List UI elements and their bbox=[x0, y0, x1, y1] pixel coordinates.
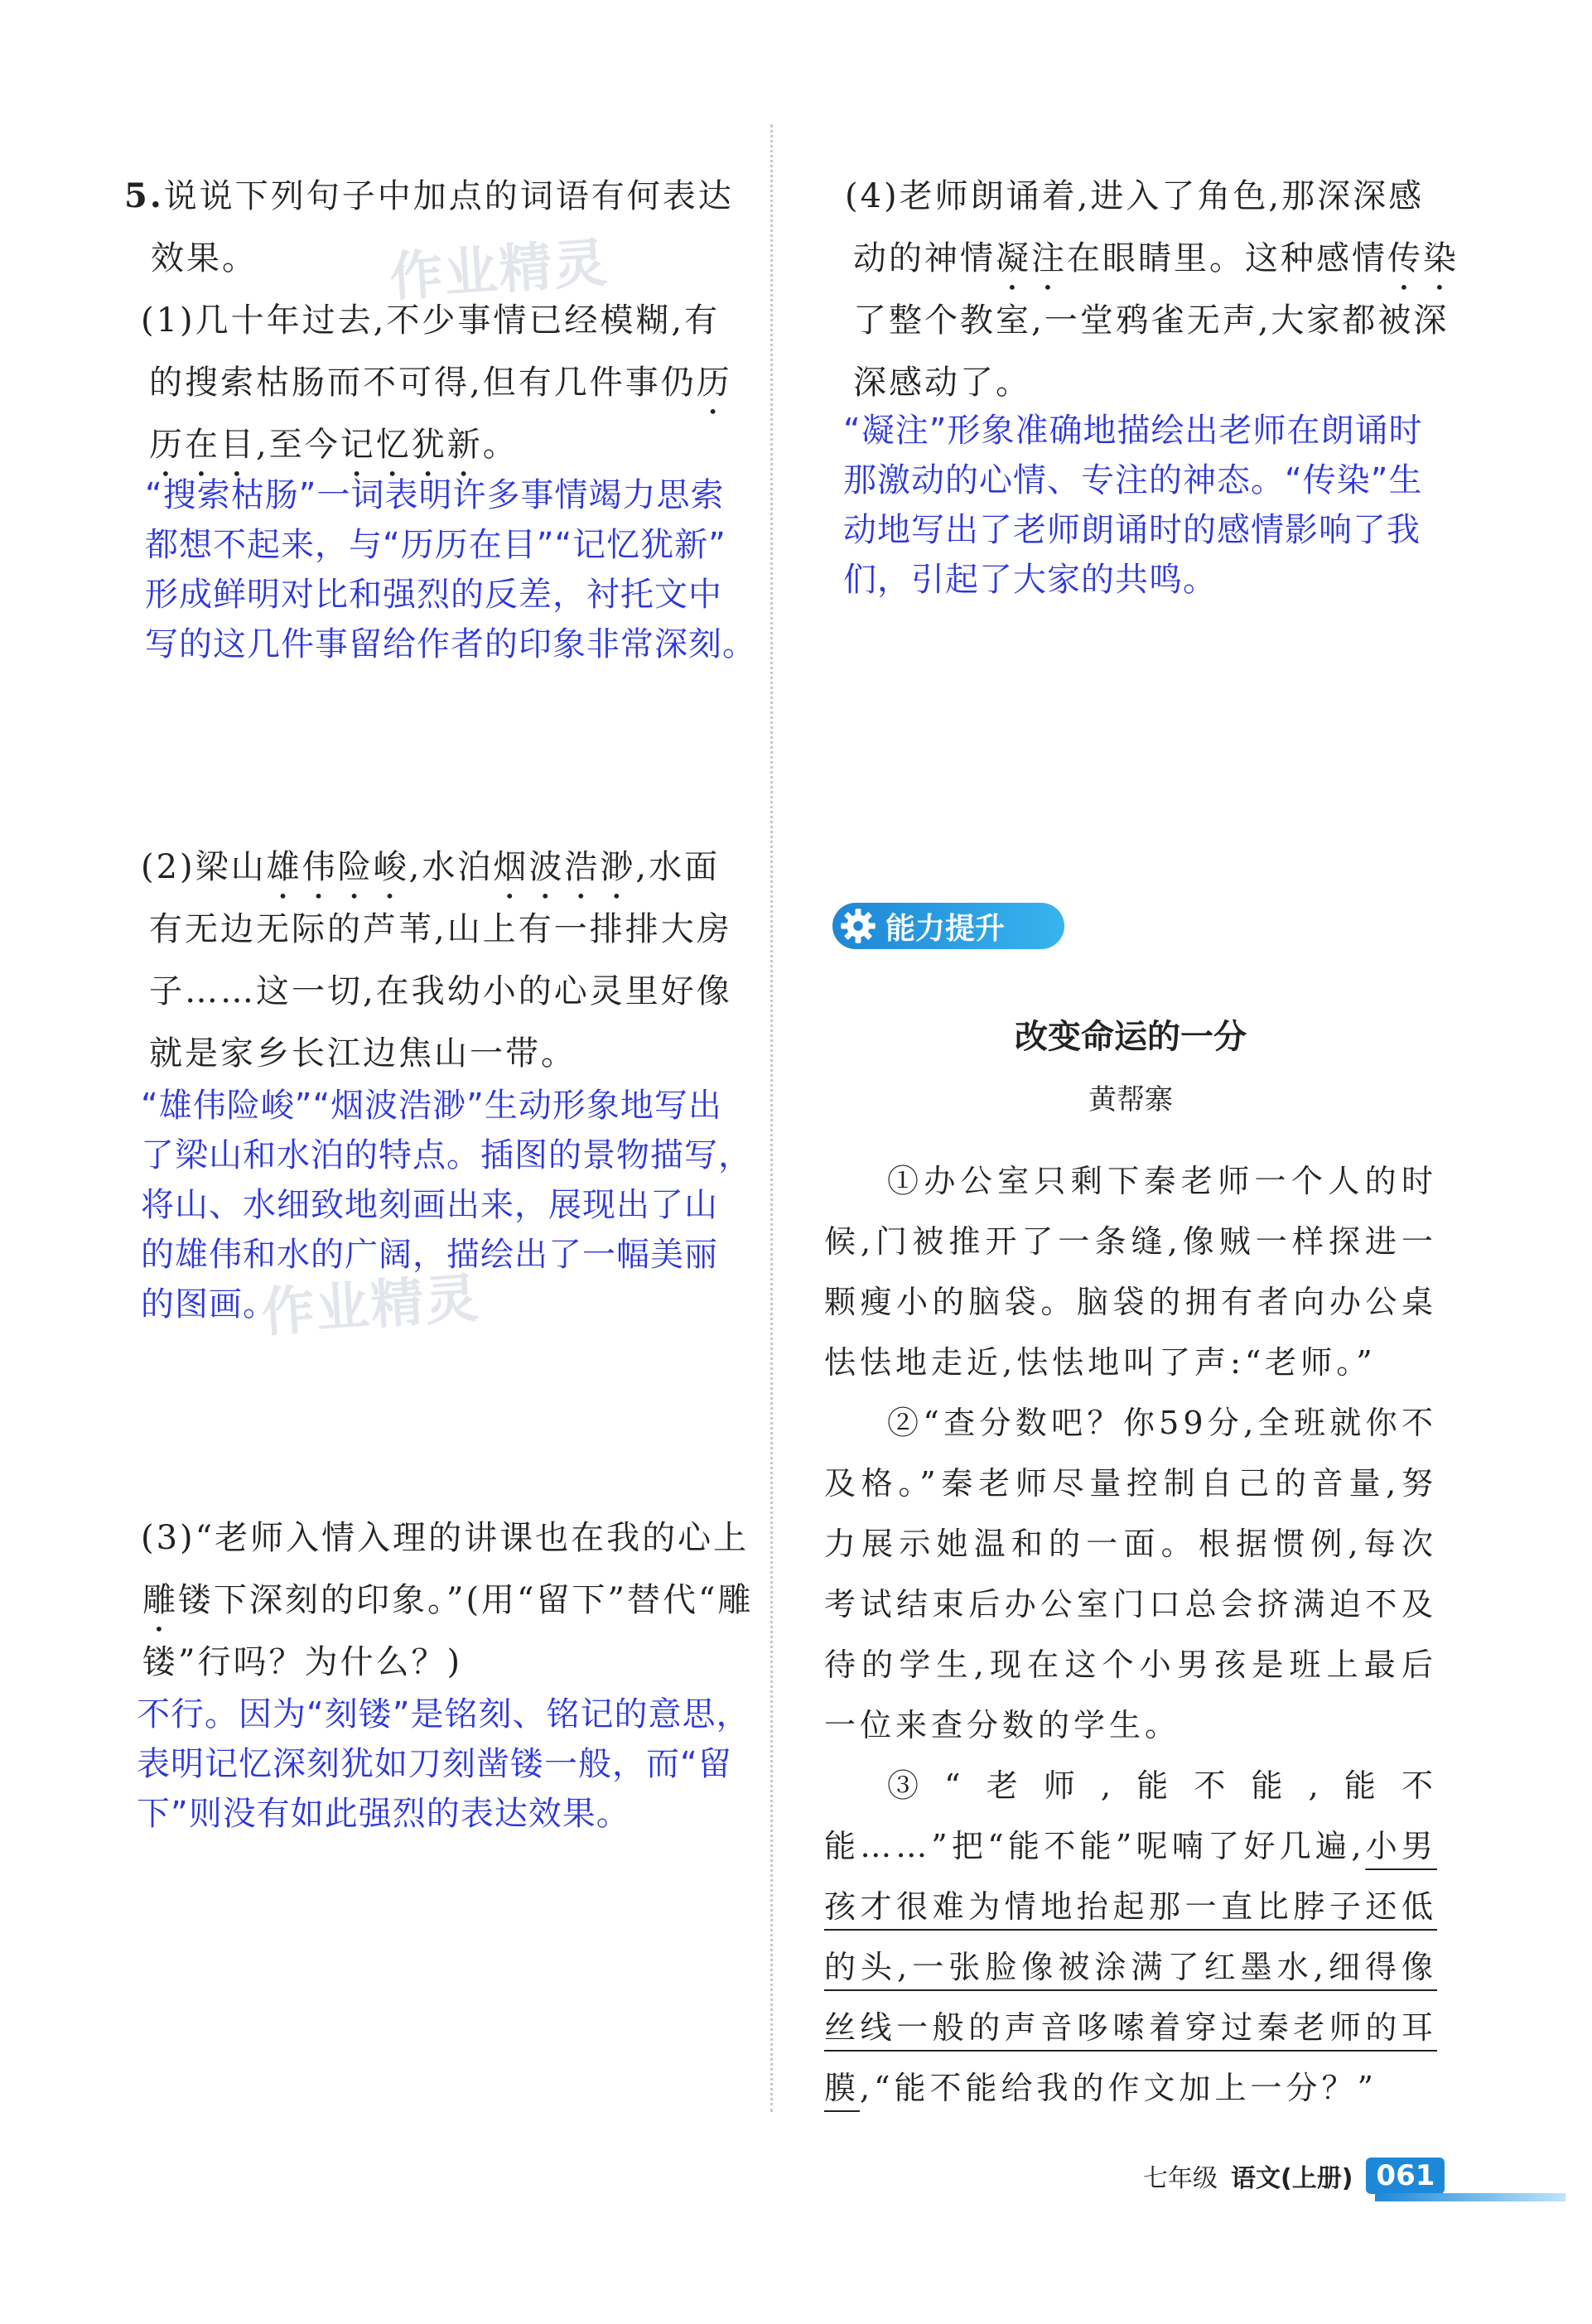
watermark-2: 作业精灵 bbox=[259, 1267, 482, 1345]
answer-1: “搜索枯肠”一词表明许多事情竭力思索 都想不起来，与“历历在目”“记忆犹新” 形成鲜明对比和强烈的反差，衬托文中 写的这几件事留给作者的印象非常深刻。 bbox=[145, 476, 756, 663]
section-badge bbox=[832, 903, 1064, 949]
column-divider bbox=[770, 124, 773, 2112]
footer-decoration bbox=[1375, 2193, 1565, 2201]
gear-icon bbox=[839, 907, 877, 945]
answer-3: 不行。因为“刻镂”是铭刻、铭记的意思， 表明记忆深刻犹如刀刻凿镂一般，而“留 下”则没有如此强烈的表达效果。 bbox=[137, 1695, 750, 1833]
sentence-1-line2: 的搜索枯肠而不可得,但有几件事仍历 bbox=[149, 364, 732, 402]
footer-grade: 七年级 bbox=[1143, 2164, 1218, 2193]
article-author: 黄帮寨 bbox=[1088, 1083, 1173, 1116]
sentence-3-line2: 雕镂下深刻的印象。”(用“留下”替代“雕 bbox=[142, 1581, 754, 1619]
question-5-prompt: 5.说说下列句子中加点的词语有何表达 bbox=[124, 176, 734, 215]
paragraph-3: ③“老师,能不能,能不能……”把“能不能”呢喃了好几遍,小男孩才很难为情地抬起那一直比脖子还低的头,一张脸像被涂满了红墨水,细得像丝线一般的声音哆嗦着穿过秦老师的耳膜,“能不能给我的作文加上一分？” bbox=[824, 1767, 1437, 2106]
sentence-2-line3: 子……这一切,在我幼小的心灵里好像 bbox=[149, 972, 732, 1010]
sentence-3-line1: (3)“老师入情入理的讲课也在我的心上 bbox=[141, 1519, 750, 1557]
page-footer bbox=[1143, 2158, 1445, 2194]
sentence-2-line2: 有无边无际的芦苇,山上有一排排大房 bbox=[149, 910, 732, 948]
watermark: 作业精灵 bbox=[388, 232, 610, 310]
paragraph-2: ②“查分数吧？你59分,全班就你不及格。”秦老师尽量控制自己的音量,努力展示她温和的一面。根据惯例,每次考试结束后办公室门口总会挤满迫不及待的学生,现在这个小男孩是班上最后一位来查分数的学生。 bbox=[824, 1405, 1437, 1743]
question-number: 5. bbox=[124, 176, 164, 215]
article-title: 改变命运的一分 bbox=[1015, 1017, 1247, 1056]
page-number: 061 bbox=[1366, 2158, 1445, 2194]
article-body bbox=[824, 1151, 1437, 2119]
sentence-4-line2: 动的神情凝注在眼睛里。这种感情传染 bbox=[853, 239, 1459, 277]
sentence-2-line4: 就是家乡长江边焦山一带。 bbox=[149, 1034, 576, 1073]
sentence-4-line4: 深感动了。 bbox=[853, 364, 1031, 402]
sentence-1-line3: 历在目,至今记忆犹新。 bbox=[149, 426, 519, 464]
sentence-4-line1: (4)老师朗诵着,进入了角色,那深深感 bbox=[845, 177, 1425, 215]
sentence-4-line3: 了整个教室,一堂鸦雀无声,大家都被深 bbox=[853, 301, 1450, 340]
section-badge-label: 能力提升 bbox=[885, 911, 1006, 946]
answer-4: “凝注”形象准确地描绘出老师在朗诵时 那激动的心情、专注的神态。“传染”生 动地写出了老师朗诵时的感情影响了我 们，引起了大家的共鸣。 bbox=[843, 412, 1423, 599]
paragraph-1: ①办公室只剩下秦老师一个人的时候,门被推开了一条缝,像贼一样探进一颗瘦小的脑袋。脑袋的拥有者向办公桌怯怯地走近,怯怯地叫了声:“老师。” bbox=[824, 1163, 1437, 1381]
underlined-sentence: 小男孩才很难为情地抬起那一直比脖子还低的头,一张脸像被涂满了红墨水,细得像丝线一般的声音哆嗦着穿过秦老师的耳膜 bbox=[824, 1828, 1437, 2106]
sentence-3-line3: 镂”行吗？为什么？) bbox=[142, 1643, 463, 1681]
sentence-2-line1: (2)梁山雄伟险峻,水泊烟波浩渺,水面 bbox=[141, 848, 721, 886]
footer-subject: 语文(上册) bbox=[1231, 2164, 1353, 2193]
question-5-prompt-line2: 效果。 bbox=[151, 239, 258, 277]
sentence-1-line1: (1)几十年过去,不少事情已经模糊,有 bbox=[141, 301, 721, 340]
answer-2: “雄伟险峻”“烟波浩渺”生动形象地写出 了梁山和水泊的特点。插图的景物描写， 将山、水细致地刻画出来，展现出了山 的雄伟和水的广阔，描绘出了一幅美丽 的图画。 bbox=[141, 1087, 752, 1324]
